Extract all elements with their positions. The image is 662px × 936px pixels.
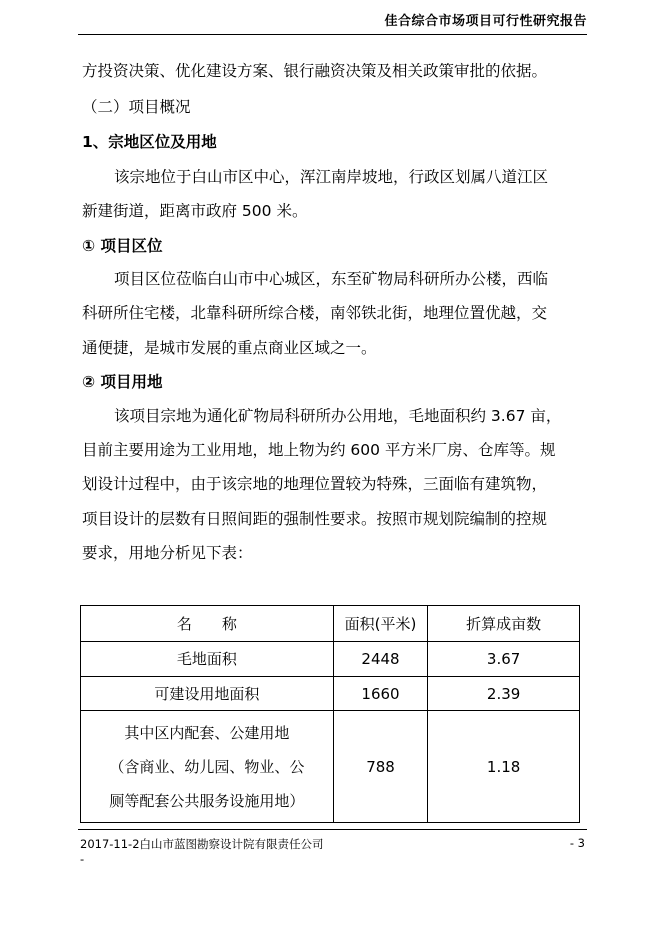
paragraph-line: 通便捷，是城市发展的重点商业区域之一。 [82, 339, 377, 357]
paragraph-line: 项目设计的层数有日照间距的强制性要求。按照市规划院编制的控规 [82, 510, 548, 528]
item-heading-landuse: ② 项目用地 [82, 373, 163, 391]
cell-name: 可建设用地面积 [81, 677, 334, 711]
cell-mu: 2.39 [428, 677, 580, 711]
cell-name-line: 厕等配套公共服务设施用地） [109, 791, 305, 810]
paragraph-line: 划设计过程中，由于该宗地的地理位置较为特殊，三面临有建筑物， [82, 475, 548, 493]
cell-mu: 3.67 [428, 642, 580, 677]
section-heading: （二）项目概况 [82, 98, 191, 116]
footer-org: 2017-11-2白山市蓝图勘察设计院有限责任公司 [80, 837, 324, 851]
col-header-mu: 折算成亩数 [428, 606, 580, 642]
paragraph-line: 该项目宗地为通化矿物局科研所办公用地，毛地面积约 3.67 亩， [114, 407, 562, 425]
cell-name-line: 其中区内配套、公建用地 [124, 723, 290, 742]
paragraph-line: 目前主要用途为工业用地，地上物为约 600 平方米厂房、仓库等。规 [82, 441, 556, 459]
item-heading-location: ① 项目区位 [82, 237, 163, 255]
subsection-heading: 1、宗地区位及用地 [82, 133, 217, 151]
paragraph-line: 方投资决策、优化建设方案、银行融资决策及相关政策审批的依据。 [82, 62, 548, 80]
paragraph-line: 新建街道，距离市政府 500 米。 [82, 202, 308, 220]
cell-name-multiline [81, 711, 334, 823]
cell-area: 788 [333, 711, 427, 823]
table-row [81, 677, 580, 711]
cell-area: 2448 [333, 642, 427, 677]
footer-rule [78, 829, 587, 830]
land-use-table [80, 605, 580, 823]
cell-name: 毛地面积 [81, 642, 334, 677]
page-number: - 3 [569, 836, 585, 850]
cell-area: 1660 [333, 677, 427, 711]
paragraph-line: 项目区位莅临白山市中心城区，东至矿物局科研所办公楼，西临 [114, 270, 549, 288]
paragraph-line: 要求，用地分析见下表： [82, 544, 253, 562]
col-header-name: 名 称 [81, 606, 334, 642]
cell-mu: 1.18 [428, 711, 580, 823]
header-rule [78, 34, 587, 35]
footer-dash: - [80, 852, 85, 866]
table-row [81, 642, 580, 677]
cell-name-line: （含商业、幼儿园、物业、公 [109, 757, 305, 776]
paragraph-line: 科研所住宅楼，北靠科研所综合楼，南邻铁北街，地理位置优越，交 [82, 304, 548, 322]
table-row [81, 711, 580, 823]
col-header-area: 面积(平米) [333, 606, 427, 642]
running-header-title: 佳合综合市场项目可行性研究报告 [384, 14, 587, 29]
table-header-row [81, 606, 580, 642]
paragraph-line: 该宗地位于白山市区中心，浑江南岸坡地，行政区划属八道江区 [114, 168, 549, 186]
